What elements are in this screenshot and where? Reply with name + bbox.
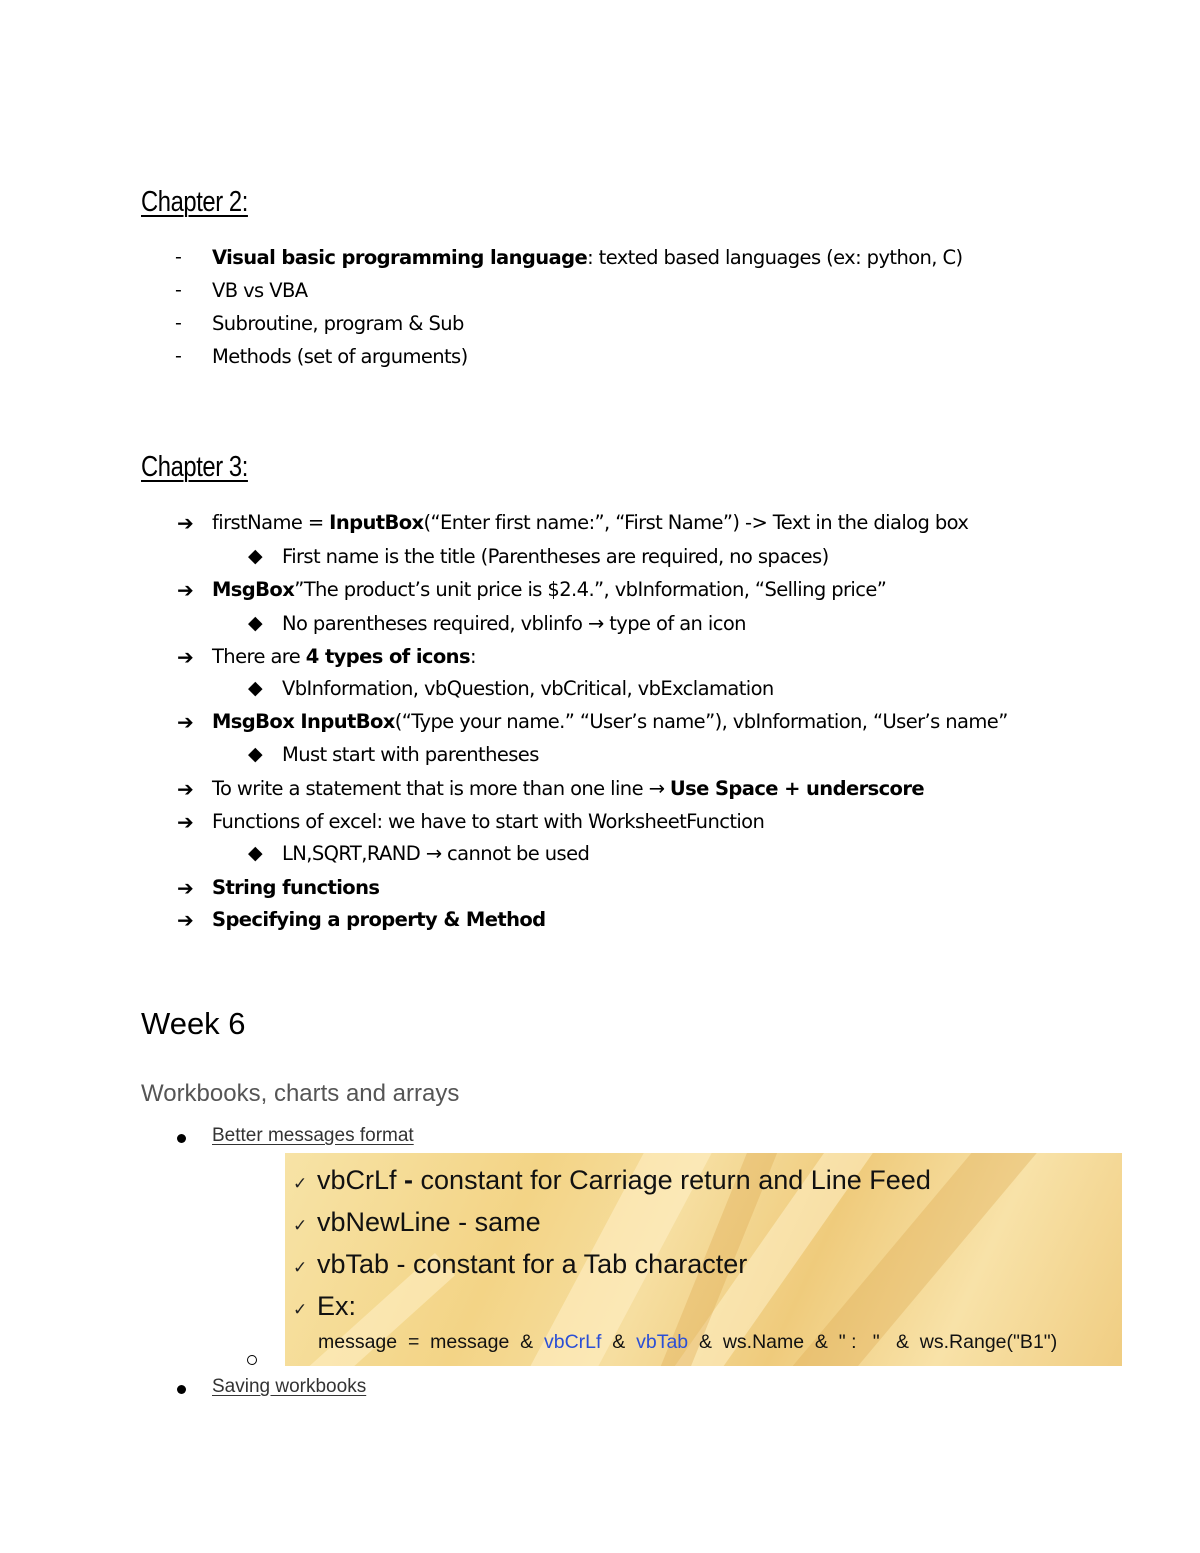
code-text: message = message & bbox=[318, 1331, 544, 1353]
week-heading: Week 6 bbox=[141, 1006, 246, 1041]
bullet-dot bbox=[177, 1385, 186, 1394]
list-item bbox=[212, 645, 476, 668]
code-text: & ws.Name & " : " & ws.Range("B1") bbox=[688, 1331, 1058, 1353]
item-text: To write a statement that is more than one line → bbox=[212, 777, 670, 800]
arrow-bullet-icon: ➔ bbox=[177, 645, 194, 669]
code-keyword: vbTab bbox=[636, 1331, 689, 1353]
dash-bullet: - bbox=[175, 279, 182, 301]
item-text: Subroutine, program & Sub bbox=[212, 312, 464, 335]
dash-bullet: - bbox=[175, 345, 182, 367]
bold-term: Specifying a property & Method bbox=[212, 908, 546, 931]
list-item bbox=[212, 777, 924, 800]
item-text: : texted based languages (ex: python, C) bbox=[587, 246, 963, 269]
chapter-3-heading: Chapter 3: bbox=[141, 451, 248, 483]
bold-term: Visual basic programming language bbox=[212, 246, 588, 269]
item-text: VB vs VBA bbox=[212, 279, 308, 302]
slide-text: constant for Carriage return and Line Feed bbox=[413, 1165, 931, 1195]
slide-line bbox=[293, 1291, 356, 1322]
arrow-bullet-icon: ➔ bbox=[177, 511, 194, 535]
list-item bbox=[212, 246, 963, 269]
sub-list-item: LN,SQRT,RAND → cannot be used bbox=[282, 842, 590, 865]
item-text: Methods (set of arguments) bbox=[212, 345, 468, 368]
slide-text: Ex: bbox=[317, 1291, 357, 1321]
checkmark-icon: ✓ bbox=[293, 1216, 308, 1235]
list-item bbox=[212, 908, 546, 931]
list-item bbox=[212, 511, 968, 534]
slide-line bbox=[293, 1207, 541, 1238]
bold-term: Use Space + underscore bbox=[669, 777, 924, 800]
checkmark-icon: ✓ bbox=[293, 1258, 308, 1277]
arrow-bullet-icon: ➔ bbox=[177, 777, 194, 801]
bold-term: 4 types of icons bbox=[305, 645, 470, 668]
item-text: : bbox=[469, 645, 476, 668]
chapter-2-heading: Chapter 2: bbox=[141, 186, 248, 218]
list-item: Functions of excel: we have to start with WorksheetFunction bbox=[212, 810, 765, 833]
list-item bbox=[212, 876, 379, 899]
link-saving-workbooks[interactable]: Saving workbooks bbox=[212, 1376, 367, 1397]
code-text: & bbox=[601, 1331, 637, 1353]
bold-term: MsgBox bbox=[212, 578, 295, 601]
diamond-bullet-icon: ◆ bbox=[248, 842, 263, 864]
diamond-bullet-icon: ◆ bbox=[248, 612, 263, 634]
embedded-slide-image bbox=[285, 1153, 1122, 1366]
link-better-messages-format[interactable]: Better messages format bbox=[212, 1125, 414, 1146]
arrow-bullet-icon: ➔ bbox=[177, 908, 194, 932]
slide-text: vbTab - constant for a Tab character bbox=[317, 1249, 748, 1279]
checkmark-icon: ✓ bbox=[293, 1300, 308, 1319]
slide-line bbox=[293, 1165, 931, 1196]
slide-text: vbNewLine - same bbox=[317, 1207, 541, 1237]
list-item bbox=[212, 312, 464, 335]
list-item bbox=[212, 279, 307, 302]
arrow-bullet-icon: ➔ bbox=[177, 810, 194, 834]
item-text: There are bbox=[212, 645, 306, 668]
slide-line bbox=[293, 1249, 747, 1280]
diamond-bullet-icon: ◆ bbox=[248, 743, 263, 765]
list-item bbox=[212, 578, 886, 601]
code-example bbox=[318, 1331, 1057, 1354]
bullet-dot bbox=[177, 1134, 186, 1143]
bold-term: MsgBox InputBox bbox=[212, 710, 395, 733]
checkmark-icon: ✓ bbox=[293, 1174, 308, 1193]
arrow-bullet-icon: ➔ bbox=[177, 710, 194, 734]
slide-text: - bbox=[404, 1165, 414, 1195]
bold-term: String functions bbox=[212, 876, 380, 899]
bold-term: InputBox bbox=[329, 511, 424, 534]
item-text: (“Type your name.” “User’s name”), vbInformation, “User’s name” bbox=[394, 710, 1008, 733]
list-item bbox=[212, 710, 1008, 733]
code-keyword: vbCrLf bbox=[543, 1331, 602, 1353]
sub-list-item: Must start with parentheses bbox=[282, 743, 539, 766]
dash-bullet: - bbox=[175, 246, 182, 268]
slide-text: vbCrLf bbox=[317, 1165, 405, 1195]
list-item bbox=[212, 345, 468, 368]
arrow-bullet-icon: ➔ bbox=[177, 578, 194, 602]
diamond-bullet-icon: ◆ bbox=[248, 677, 263, 699]
sub-list-item: No parentheses required, vblinfo → type of an icon bbox=[282, 612, 746, 635]
item-text: firstName = bbox=[212, 511, 330, 534]
sub-list-item: VbInformation, vbQuestion, vbCritical, vbExclamation bbox=[282, 677, 774, 700]
item-text: ”The product’s unit price is $2.4.”, vbInformation, “Selling price” bbox=[294, 578, 887, 601]
item-text: (“Enter first name:”, “First Name”) -> Text in the dialog box bbox=[423, 511, 969, 534]
hollow-bullet bbox=[247, 1355, 257, 1365]
diamond-bullet-icon: ◆ bbox=[248, 545, 263, 567]
arrow-bullet-icon: ➔ bbox=[177, 876, 194, 900]
sub-list-item: First name is the title (Parentheses are required, no spaces) bbox=[282, 545, 829, 568]
dash-bullet: - bbox=[175, 312, 182, 334]
section-subheading: Workbooks, charts and arrays bbox=[141, 1080, 460, 1107]
